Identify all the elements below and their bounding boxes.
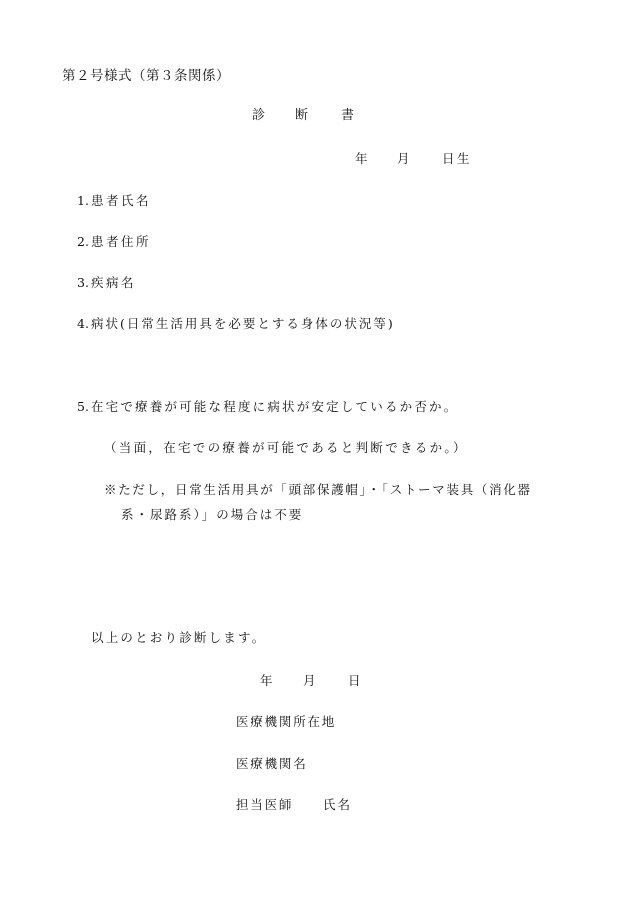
attending-doctor-label: 担当医師 [236,797,294,812]
item-number: 1. [77,193,89,208]
item5-note: （当面，在宅での療養が可能であると判断できるか。） [104,440,468,455]
title-char-2: 断 [295,108,309,123]
closing-statement: 以上のとおり診断します。 [91,630,267,645]
item-text: 在宅で療養が可能な程度に病状が安定しているか否か。 [90,399,459,414]
header-date-day: 日生 [442,151,473,166]
item-home-care-stability [77,399,458,415]
institution-name-label: 医療機関名 [236,756,308,771]
item-text: 疾病名 [90,275,136,290]
item-number: 4. [77,316,89,331]
header-date-month: 月 [397,151,413,166]
title-char-3: 書 [341,108,355,123]
item-text: 患者住所 [90,234,151,249]
sign-date-year: 年 [260,673,276,688]
sign-date-day: 日 [348,673,364,688]
item-condition [77,316,395,332]
item-patient-name [77,193,151,209]
title-char-1: 診 [252,108,266,123]
item-number: 2. [77,234,89,249]
item-number: 5. [77,399,89,414]
item-text: 患者氏名 [90,193,151,208]
item-disease-name [77,275,136,291]
header-date-year: 年 [355,151,371,166]
sign-date-month: 月 [303,673,319,688]
item5-remark-line-2: 系・尿路系）」の場合は不要 [121,507,304,522]
item-number: 3. [77,275,89,290]
item5-remark-line-1: ※ただし，日常生活用具が「頭部保護帽」・「ストーマ装具（消化器 [104,482,532,497]
item-patient-address [77,234,151,250]
item-text: 病状(日常生活用具を必要とする身体の状況等) [90,316,395,331]
doctor-name-label: 氏名 [323,797,353,812]
form-number-label: 第２号様式（第３条関係） [62,68,230,84]
institution-address-label: 医療機関所在地 [236,714,337,729]
